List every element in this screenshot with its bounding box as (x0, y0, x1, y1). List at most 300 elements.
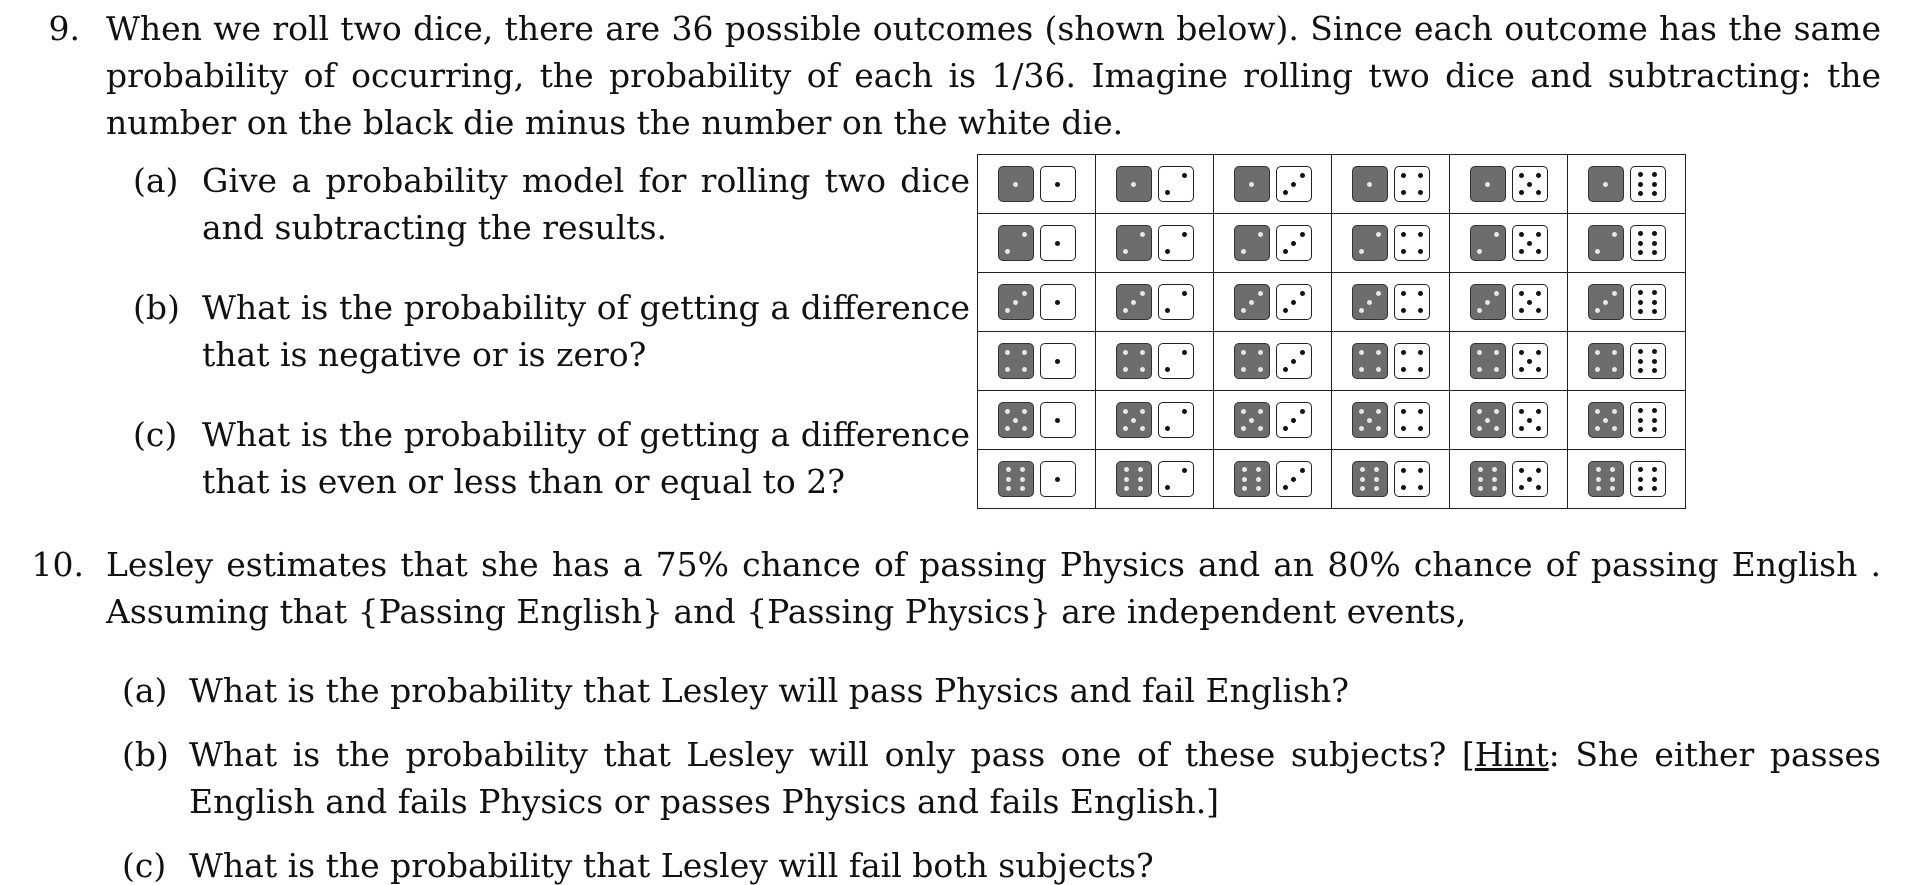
black-die-2-icon (998, 225, 1034, 261)
die-pip (1519, 190, 1524, 195)
dice-outcome-cell (978, 450, 1096, 509)
die-pip (1603, 418, 1608, 423)
die-pip (1258, 350, 1263, 355)
q9-part-b-label: (b) (133, 288, 180, 327)
white-die-2-icon (1158, 225, 1194, 261)
die-pip (1527, 477, 1532, 482)
die-pip (1013, 418, 1018, 423)
black-die-2-icon (1470, 225, 1506, 261)
die-pip (1494, 232, 1499, 237)
q9-text-line-3: number on the black die minus the number on the white die. (106, 103, 1124, 142)
die-pip (1519, 173, 1524, 178)
die-pip (1401, 350, 1406, 355)
dice-pair (1568, 166, 1685, 202)
die-pip (1401, 367, 1406, 372)
dice-pair (1332, 284, 1449, 320)
white-die-2-icon (1158, 461, 1194, 497)
die-pip (1182, 409, 1187, 414)
die-pip (1612, 409, 1617, 414)
dice-outcome-cell (1332, 155, 1450, 214)
dice-pair (1332, 225, 1449, 261)
black-die-6-icon (1116, 461, 1152, 497)
die-pip (1359, 409, 1364, 414)
die-pip (1638, 408, 1643, 413)
die-pip (1131, 418, 1136, 423)
die-pip (1005, 426, 1010, 431)
die-pip (1638, 191, 1643, 196)
die-pip (1652, 427, 1657, 432)
die-pip (1138, 486, 1143, 491)
question-number-10: 10. (31, 545, 84, 584)
dice-row (978, 273, 1686, 332)
dice-outcome-cell (1450, 450, 1568, 509)
die-pip (1140, 367, 1145, 372)
die-pip (1022, 367, 1027, 372)
black-die-4-icon (1234, 343, 1270, 379)
die-pip (1536, 367, 1541, 372)
die-pip (1418, 249, 1423, 254)
q10-part-a-line-1: What is the probability that Lesley will pass Physics and fail English? (189, 671, 1349, 710)
die-pip (1360, 467, 1365, 472)
die-pip (1123, 409, 1128, 414)
black-die-6-icon (998, 461, 1034, 497)
die-pip (1485, 182, 1490, 187)
black-die-5-icon (1234, 402, 1270, 438)
die-pip (1638, 467, 1643, 472)
black-die-1-icon (1470, 166, 1506, 202)
die-pip (1055, 359, 1060, 364)
die-pip (1612, 350, 1617, 355)
die-pip (1596, 486, 1601, 491)
black-die-1-icon (1588, 166, 1624, 202)
q10-part-c-line-1: What is the probability that Lesley will fail both subjects? (189, 846, 1154, 885)
q9-part-a-line-1: Give a probability model for rolling two dice (202, 161, 970, 200)
die-pip (1596, 477, 1601, 482)
die-pip (1536, 249, 1541, 254)
die-pip (1055, 418, 1060, 423)
die-pip (1401, 232, 1406, 237)
die-pip (1300, 173, 1305, 178)
die-pip (1401, 468, 1406, 473)
white-die-2-icon (1158, 166, 1194, 202)
dice-outcome-cell (1568, 214, 1686, 273)
q9-text-line-2: probability of occurring, the probability of each is 1/36. Imagine rolling two dice and subtracting: the (106, 56, 1881, 95)
die-pip (1652, 250, 1657, 255)
white-die-1-icon (1040, 284, 1076, 320)
black-die-1-icon (1352, 166, 1388, 202)
die-pip (1527, 241, 1532, 246)
die-pip (1527, 300, 1532, 305)
die-pip (1536, 409, 1541, 414)
dice-pair (1332, 402, 1449, 438)
white-die-4-icon (1394, 343, 1430, 379)
dice-outcome-cell (1568, 332, 1686, 391)
die-pip (1138, 467, 1143, 472)
die-pip (1359, 367, 1364, 372)
die-pip (1638, 241, 1643, 246)
black-die-6-icon (1588, 461, 1624, 497)
dice-outcome-cell (1214, 155, 1332, 214)
die-pip (1494, 367, 1499, 372)
die-pip (1652, 418, 1657, 423)
die-pip (1241, 426, 1246, 431)
die-pip (1020, 486, 1025, 491)
q10-text-line-1: Lesley estimates that she has a 75% chance of passing Physics and an 80% chance of passing English . (106, 545, 1881, 584)
die-pip (1652, 477, 1657, 482)
die-pip (1376, 350, 1381, 355)
die-pip (1638, 290, 1643, 295)
die-pip (1376, 426, 1381, 431)
die-pip (1360, 486, 1365, 491)
dice-outcome-cell (1568, 273, 1686, 332)
die-pip (1536, 190, 1541, 195)
die-pip (1527, 359, 1532, 364)
die-pip (1652, 408, 1657, 413)
dice-pair (1214, 284, 1331, 320)
die-pip (1013, 300, 1018, 305)
die-pip (1241, 409, 1246, 414)
white-die-6-icon (1630, 166, 1666, 202)
die-pip (1182, 350, 1187, 355)
dice-outcome-cell (1214, 450, 1332, 509)
die-pip (1638, 300, 1643, 305)
white-die-5-icon (1512, 284, 1548, 320)
die-pip (1140, 350, 1145, 355)
question-number-9: 9. (48, 9, 80, 48)
die-pip (1165, 367, 1170, 372)
die-pip (1165, 249, 1170, 254)
dice-pair (1096, 166, 1213, 202)
q10-part-b-label: (b) (122, 735, 169, 774)
white-die-5-icon (1512, 166, 1548, 202)
dice-pair (1214, 225, 1331, 261)
die-pip (1612, 232, 1617, 237)
die-pip (1300, 409, 1305, 414)
die-pip (1283, 426, 1288, 431)
dice-pair (978, 343, 1095, 379)
die-pip (1006, 486, 1011, 491)
die-pip (1401, 291, 1406, 296)
die-pip (1131, 182, 1136, 187)
die-pip (1291, 300, 1296, 305)
black-die-3-icon (1588, 284, 1624, 320)
dice-pair (1568, 461, 1685, 497)
die-pip (1291, 477, 1296, 482)
white-die-2-icon (1158, 284, 1194, 320)
white-die-3-icon (1276, 461, 1312, 497)
white-die-2-icon (1158, 343, 1194, 379)
black-die-4-icon (1470, 343, 1506, 379)
die-pip (1022, 409, 1027, 414)
black-die-4-icon (1588, 343, 1624, 379)
white-die-5-icon (1512, 225, 1548, 261)
die-pip (1124, 486, 1129, 491)
die-pip (1131, 300, 1136, 305)
die-pip (1283, 367, 1288, 372)
dice-pair (1214, 343, 1331, 379)
q10-part-b-question: What is the probability that Lesley will only pass one of these subjects? (189, 735, 1447, 774)
die-pip (1401, 409, 1406, 414)
die-pip (1610, 477, 1615, 482)
die-pip (1055, 241, 1060, 246)
die-pip (1652, 241, 1657, 246)
die-pip (1249, 418, 1254, 423)
die-pip (1638, 359, 1643, 364)
die-pip (1182, 291, 1187, 296)
die-pip (1652, 309, 1657, 314)
die-pip (1182, 468, 1187, 473)
die-pip (1595, 308, 1600, 313)
dice-pair (1568, 225, 1685, 261)
die-pip (1241, 308, 1246, 313)
dice-pair (1332, 166, 1449, 202)
die-pip (1005, 409, 1010, 414)
die-pip (1401, 173, 1406, 178)
die-pip (1536, 350, 1541, 355)
black-die-6-icon (1234, 461, 1270, 497)
die-pip (1595, 249, 1600, 254)
die-pip (1477, 350, 1482, 355)
white-die-6-icon (1630, 225, 1666, 261)
dice-pair (1450, 166, 1567, 202)
die-pip (1519, 308, 1524, 313)
die-pip (1652, 300, 1657, 305)
white-die-1-icon (1040, 225, 1076, 261)
dice-outcome-cell (1214, 273, 1332, 332)
die-pip (1477, 249, 1482, 254)
dice-pair (1568, 343, 1685, 379)
dice-outcome-cell (1096, 450, 1214, 509)
white-die-1-icon (1040, 343, 1076, 379)
die-pip (1401, 426, 1406, 431)
die-pip (1519, 350, 1524, 355)
die-pip (1485, 300, 1490, 305)
die-pip (1418, 350, 1423, 355)
die-pip (1638, 349, 1643, 354)
die-pip (1536, 468, 1541, 473)
dice-outcome-cell (1096, 214, 1214, 273)
die-pip (1418, 308, 1423, 313)
white-die-1-icon (1040, 461, 1076, 497)
dice-outcome-cell (1096, 155, 1214, 214)
black-die-3-icon (1470, 284, 1506, 320)
die-pip (1401, 485, 1406, 490)
die-pip (1638, 368, 1643, 373)
dice-outcome-cell (1214, 214, 1332, 273)
die-pip (1638, 182, 1643, 187)
die-pip (1652, 467, 1657, 472)
dice-pair (1568, 284, 1685, 320)
die-pip (1140, 426, 1145, 431)
black-die-3-icon (1352, 284, 1388, 320)
q9-part-c-line-1: What is the probability of getting a difference (202, 415, 970, 454)
die-pip (1418, 426, 1423, 431)
dice-outcome-cell (1450, 155, 1568, 214)
dice-pair (978, 284, 1095, 320)
die-pip (1283, 249, 1288, 254)
die-pip (1359, 308, 1364, 313)
q9-part-c-line-2: that is even or less than or equal to 2? (202, 462, 845, 501)
dice-pair (1450, 343, 1567, 379)
black-die-1-icon (1116, 166, 1152, 202)
die-pip (1376, 232, 1381, 237)
black-die-2-icon (1352, 225, 1388, 261)
white-die-1-icon (1040, 402, 1076, 438)
die-pip (1241, 249, 1246, 254)
die-pip (1519, 468, 1524, 473)
die-pip (1123, 350, 1128, 355)
die-pip (1256, 477, 1261, 482)
q9-part-c-label: (c) (133, 415, 178, 454)
dice-outcome-cell (1568, 391, 1686, 450)
die-pip (1494, 409, 1499, 414)
dice-pair (1568, 402, 1685, 438)
die-pip (1242, 486, 1247, 491)
die-pip (1638, 427, 1643, 432)
die-pip (1123, 367, 1128, 372)
die-pip (1006, 467, 1011, 472)
dice-pair (1096, 343, 1213, 379)
die-pip (1638, 250, 1643, 255)
white-die-4-icon (1394, 166, 1430, 202)
die-pip (1485, 418, 1490, 423)
die-pip (1536, 291, 1541, 296)
die-pip (1005, 249, 1010, 254)
q10-part-a-label: (a) (122, 671, 168, 710)
die-pip (1494, 291, 1499, 296)
white-die-4-icon (1394, 402, 1430, 438)
die-pip (1367, 182, 1372, 187)
black-die-3-icon (1234, 284, 1270, 320)
dice-pair (1096, 402, 1213, 438)
die-pip (1418, 291, 1423, 296)
die-pip (1652, 172, 1657, 177)
white-die-4-icon (1394, 284, 1430, 320)
q10-part-c-label: (c) (122, 846, 167, 885)
die-pip (1249, 182, 1254, 187)
die-pip (1596, 467, 1601, 472)
die-pip (1241, 350, 1246, 355)
die-pip (1182, 232, 1187, 237)
die-pip (1359, 426, 1364, 431)
die-pip (1612, 426, 1617, 431)
die-pip (1291, 418, 1296, 423)
die-pip (1610, 486, 1615, 491)
white-die-2-icon (1158, 402, 1194, 438)
die-pip (1256, 486, 1261, 491)
die-pip (1595, 426, 1600, 431)
dice-pair (978, 461, 1095, 497)
die-pip (1519, 291, 1524, 296)
die-pip (1283, 308, 1288, 313)
dice-pair (978, 166, 1095, 202)
die-pip (1536, 426, 1541, 431)
black-die-5-icon (998, 402, 1034, 438)
die-pip (1603, 182, 1608, 187)
die-pip (1124, 477, 1129, 482)
die-pip (1020, 477, 1025, 482)
die-pip (1494, 350, 1499, 355)
die-pip (1652, 349, 1657, 354)
die-pip (1124, 467, 1129, 472)
die-pip (1492, 477, 1497, 482)
white-die-3-icon (1276, 343, 1312, 379)
die-pip (1138, 477, 1143, 482)
die-pip (1610, 467, 1615, 472)
dice-outcome-cell (1214, 332, 1332, 391)
die-pip (1376, 409, 1381, 414)
die-pip (1376, 291, 1381, 296)
q9-part-b-line-2: that is negative or is zero? (202, 335, 647, 374)
black-die-3-icon (998, 284, 1034, 320)
die-pip (1519, 426, 1524, 431)
die-pip (1300, 291, 1305, 296)
die-pip (1005, 350, 1010, 355)
die-pip (1527, 418, 1532, 423)
black-die-2-icon (1588, 225, 1624, 261)
die-pip (1418, 409, 1423, 414)
dice-pair (1096, 225, 1213, 261)
dice-pair (1096, 461, 1213, 497)
dice-pair (1450, 284, 1567, 320)
die-pip (1652, 290, 1657, 295)
die-pip (1401, 190, 1406, 195)
die-pip (1165, 485, 1170, 490)
black-die-2-icon (1116, 225, 1152, 261)
dice-pair (1450, 461, 1567, 497)
hint-open-bracket: [ (1461, 735, 1475, 774)
white-die-6-icon (1630, 343, 1666, 379)
dice-pair (978, 402, 1095, 438)
die-pip (1638, 486, 1643, 491)
white-die-6-icon (1630, 284, 1666, 320)
white-die-4-icon (1394, 461, 1430, 497)
dice-outcome-cell (1450, 332, 1568, 391)
die-pip (1006, 477, 1011, 482)
die-pip (1477, 426, 1482, 431)
black-die-4-icon (1116, 343, 1152, 379)
die-pip (1638, 309, 1643, 314)
q9-part-a-line-2: and subtracting the results. (202, 208, 667, 247)
die-pip (1477, 409, 1482, 414)
die-pip (1165, 190, 1170, 195)
die-pip (1478, 467, 1483, 472)
die-pip (1519, 249, 1524, 254)
die-pip (1140, 232, 1145, 237)
dice-outcome-cell (1332, 332, 1450, 391)
dice-pair (1332, 461, 1449, 497)
dice-row (978, 155, 1686, 214)
die-pip (1536, 173, 1541, 178)
die-pip (1300, 350, 1305, 355)
die-pip (1638, 231, 1643, 236)
die-pip (1652, 191, 1657, 196)
die-pip (1536, 485, 1541, 490)
die-pip (1359, 350, 1364, 355)
white-die-1-icon (1040, 166, 1076, 202)
die-pip (1359, 249, 1364, 254)
black-die-5-icon (1470, 402, 1506, 438)
black-die-4-icon (1352, 343, 1388, 379)
dice-pair (1450, 402, 1567, 438)
die-pip (1123, 249, 1128, 254)
die-pip (1300, 232, 1305, 237)
die-pip (1652, 231, 1657, 236)
die-pip (1258, 426, 1263, 431)
die-pip (1595, 409, 1600, 414)
die-pip (1291, 359, 1296, 364)
black-die-2-icon (1234, 225, 1270, 261)
